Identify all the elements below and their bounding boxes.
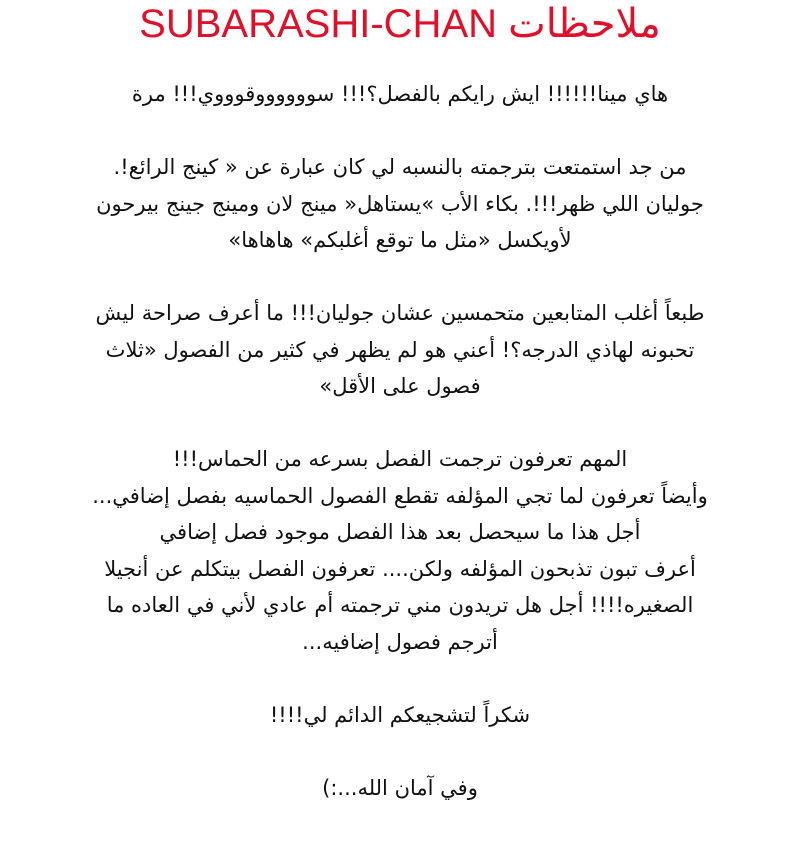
note-line: من جد استمتعت بترجمته بالنسبه لي كان عبارة عن « كينج الرائع!. xyxy=(113,155,687,179)
paragraph-farewell xyxy=(6,770,794,807)
title-latin: SUBARASHI-CHAN xyxy=(139,2,498,46)
paragraph-thanks xyxy=(6,697,794,734)
note-line: أجل هذا ما سيحصل بعد هذا الفصل موجود فصل إضافي xyxy=(159,520,641,544)
note-line: المهم تعرفون ترجمت الفصل بسرعه من الحماس!!! xyxy=(172,447,628,471)
translator-note xyxy=(6,76,794,806)
paragraph-extra-chapter xyxy=(6,441,794,660)
note-line: وأيضاً تعرفون لما تجي المؤلفه تقطع الفصول الحماسيه بفصل إضافي... xyxy=(92,483,708,508)
note-line: أترجم فصول إضافيه... xyxy=(302,629,498,654)
paragraph-enjoyed-translating xyxy=(6,149,794,259)
note-line: هاي مينا!!!!!! ايش رايكم بالفصل؟!!! سووووووقوووي!!! مرة xyxy=(131,82,669,106)
note-line: تحبونه لهاذي الدرجه؟! أعني هو لم يظهر في كثير من الفصول «ثلاث xyxy=(105,337,695,362)
paragraph-julian xyxy=(6,295,794,405)
paragraph-greeting xyxy=(6,76,794,113)
note-line: جوليان اللي ظهر!!!. بكاء الأب »يستاهل« مينج لان ومينج جينج بيرحون xyxy=(96,191,704,216)
note-line: لأويكسل «مثل ما توقع أغلبكم» هاهاها» xyxy=(228,228,572,252)
title-arabic: ملاحظات xyxy=(508,1,661,47)
note-line: وفي آمان الله...:) xyxy=(322,775,478,800)
note-line: شكراً لتشجيعكم الدائم لي!!!! xyxy=(269,702,531,727)
note-line: طبعاً أغلب المتابعين متحمسين عشان جوليان!!! ما أعرف صراحة ليش xyxy=(95,301,705,325)
note-line: الصغيره!!!! أجل هل تريدون مني ترجمته أم عادي لأني في العاده ما xyxy=(106,593,694,617)
page-title xyxy=(0,0,800,48)
note-line: أعرف تبون تذبحون المؤلفه ولكن.... تعرفون الفصل بيتكلم عن أنجيلا xyxy=(104,556,696,581)
note-line: فصول على الأقل» xyxy=(319,374,481,398)
